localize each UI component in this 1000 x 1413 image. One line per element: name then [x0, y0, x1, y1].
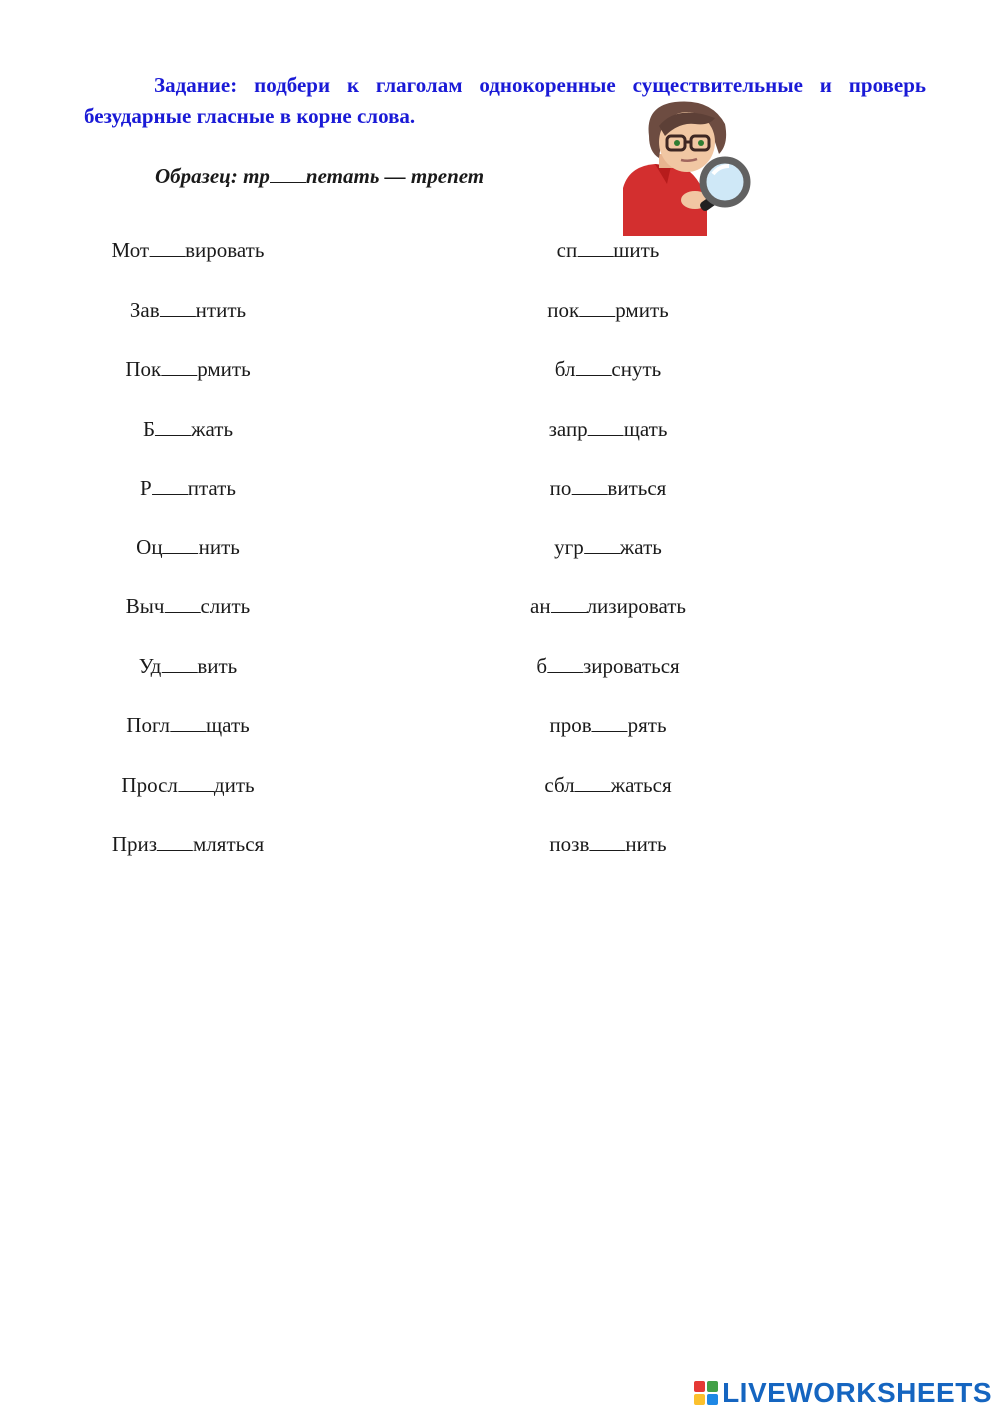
answer-blank[interactable]: [161, 654, 197, 673]
avatar-magnifier-illustration: [615, 96, 760, 236]
left-item-8: Уд вить: [138, 654, 238, 678]
right-item-2: пок рмить: [547, 298, 669, 322]
answer-blank[interactable]: [584, 535, 620, 554]
answer-blank[interactable]: [164, 594, 200, 613]
left-item-4: Б жать: [142, 417, 234, 441]
answer-blank[interactable]: [588, 417, 624, 436]
sample-suffix: петать — трепет: [305, 164, 485, 188]
answer-blank[interactable]: [575, 357, 611, 376]
sample-example: [155, 164, 484, 189]
answer-blank[interactable]: [155, 417, 191, 436]
answer-blank[interactable]: [152, 476, 188, 495]
answer-blank[interactable]: [163, 535, 199, 554]
right-item-4: запр щать: [548, 417, 668, 441]
answer-blank[interactable]: [577, 238, 613, 257]
answer-blank[interactable]: [551, 594, 587, 613]
right-item-6: угр жать: [554, 535, 662, 559]
answer-blank[interactable]: [149, 238, 185, 257]
liveworksheets-branding: [694, 1377, 992, 1409]
answer-blank[interactable]: [579, 298, 615, 317]
task-instruction: Задание: подбери к глаголам однокоренные существительные и проверь безударные гласные в корне слова.: [84, 73, 926, 128]
right-item-10: сбл жаться: [544, 773, 672, 797]
answer-blank[interactable]: [157, 832, 193, 851]
left-item-9: Погл щать: [126, 713, 250, 737]
answer-blank[interactable]: [589, 832, 625, 851]
right-item-1: сп шить: [556, 238, 660, 262]
answer-blank[interactable]: [178, 773, 214, 792]
left-item-1: Мот вировать: [111, 238, 265, 262]
left-item-6: Оц нить: [136, 535, 240, 559]
right-item-11: позв нить: [549, 832, 667, 856]
liveworksheets-logo-icon: [694, 1381, 718, 1405]
answer-blank[interactable]: [160, 298, 196, 317]
right-item-3: бл снуть: [554, 357, 662, 381]
answer-blank[interactable]: [547, 654, 583, 673]
answer-blank[interactable]: [592, 713, 628, 732]
liveworksheets-wordmark: LIVEWORKSHEETS: [722, 1377, 992, 1408]
answer-blank[interactable]: [575, 773, 611, 792]
answer-blank[interactable]: [170, 713, 206, 732]
left-item-7: Выч слить: [125, 594, 251, 618]
right-item-9: пров рять: [549, 713, 667, 737]
sample-blank: [270, 166, 306, 183]
answer-blank[interactable]: [571, 476, 607, 495]
left-item-3: Пок рмить: [125, 357, 251, 381]
right-item-5: по виться: [549, 476, 667, 500]
right-item-7: ан лизировать: [530, 594, 686, 618]
right-item-8: б зироваться: [536, 654, 680, 678]
answer-blank[interactable]: [161, 357, 197, 376]
left-item-10: Просл дить: [121, 773, 255, 797]
sample-prefix: Образец: тр: [155, 164, 270, 188]
left-item-5: Р птать: [140, 476, 236, 500]
left-item-2: Зав нтить: [129, 298, 247, 322]
left-item-11: Приз мляться: [111, 832, 265, 856]
